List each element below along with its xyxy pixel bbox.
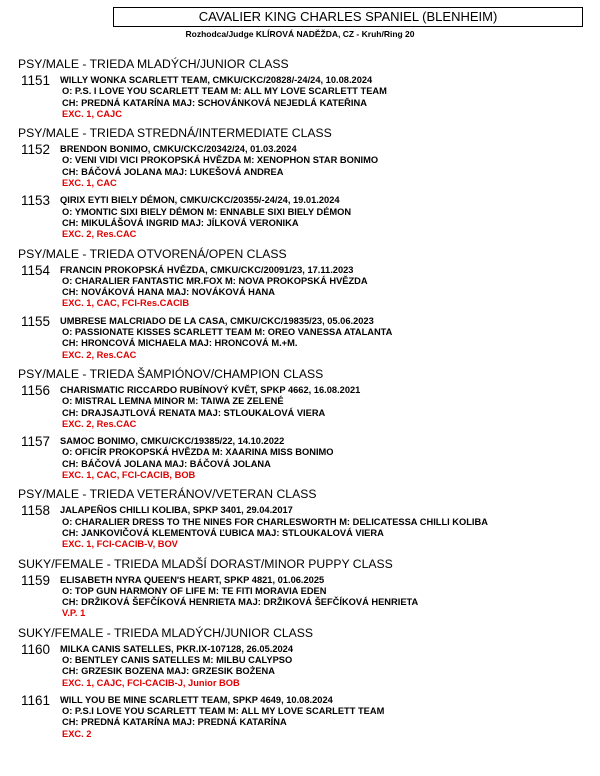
result-line: V.P. 1: [62, 608, 86, 619]
breeder-owner-line: CH: NOVÁKOVÁ HANA MAJ: NOVÁKOVÁ HANA: [62, 287, 275, 298]
result-line: EXC. 2, Res.CAC: [62, 229, 137, 240]
breed-title: CAVALIER KING CHARLES SPANIEL (BLENHEIM): [113, 7, 583, 27]
breeder-owner-line: CH: JANKOVIČOVÁ KLEMENTOVÁ ĽUBICA MAJ: STLOUKALOVÁ VIERA: [62, 527, 384, 538]
class-heading: PSY/MALE - TRIEDA OTVORENÁ/OPEN CLASS: [18, 246, 287, 261]
dog-name-line: UMBRESE MALCRIADO DE LA CASA, CMKU/CKC/19835/23, 05.06.2023: [60, 315, 374, 326]
breeder-owner-line: CH: MIKULÁŠOVÁ INGRID MAJ: JÍLKOVÁ VERONIKA: [62, 217, 299, 228]
dog-entry: [0, 641, 600, 689]
breeder-owner-line: CH: DRAJSAJTLOVÁ RENATA MAJ: STLOUKALOVÁ VIERA: [62, 407, 326, 418]
class-heading: SUKY/FEMALE - TRIEDA MLADŠÍ DORAST/MINOR PUPPY CLASS: [18, 556, 393, 571]
dog-entry: [0, 692, 600, 740]
result-line: EXC. 1, CAC: [62, 178, 117, 189]
result-line: EXC. 2, Res.CAC: [62, 418, 137, 429]
catalog-number: 1154: [21, 262, 51, 278]
dog-name-line: CHARISMATIC RICCARDO RUBÍNOVÝ KVĚT, SPKP 4662, 16.08.2021: [60, 384, 361, 395]
catalog-number: 1161: [21, 692, 51, 708]
dog-name-line: JALAPEÑOS CHILLI KOLIBA, SPKP 3401, 29.04.2017: [60, 505, 293, 516]
judge-ring-line: Rozhodca/Judge KLÍROVÁ NADĚŽDA, CZ - Kruh/Ring 20: [185, 29, 415, 39]
parents-line: O: VENI VIDI VICI PROKOPSKÁ HVĚZDA M: XENOPHON STAR BONIMO: [62, 155, 379, 166]
parents-line: O: CHARALIER DRESS TO THE NINES FOR CHARLESWORTH M: DELICATESSA CHILLI KOLIBA: [62, 516, 488, 527]
dog-entry: [0, 195, 600, 240]
catalog-number: 1152: [21, 142, 51, 158]
breeder-owner-line: CH: HRONCOVÁ MICHAELA MAJ: HRONCOVÁ M.+M.: [62, 338, 298, 349]
catalog-number: 1151: [21, 73, 51, 88]
dog-entry: [0, 436, 600, 481]
catalog-number: 1159: [21, 572, 51, 588]
class-heading: PSY/MALE - TRIEDA VETERÁNOV/VETERAN CLASS: [18, 487, 317, 502]
breeder-owner-line: CH: DRŽIKOVÁ ŠEFČÍKOVÁ HENRIETA MAJ: DRŽIKOVÁ ŠEFČÍKOVÁ HENRIETA: [62, 597, 419, 608]
parents-line: O: OFICÍR PROKOPSKÁ HVĚZDA M: XAARINA MISS BONIMO: [62, 447, 334, 458]
catalog-number: 1160: [21, 641, 51, 657]
dog-entry: [0, 572, 600, 620]
catalog-number: 1157: [21, 434, 51, 450]
parents-line: O: TOP GUN HARMONY OF LIFE M: TE FITI MORAVIA EDEN: [62, 585, 327, 596]
breeder-owner-line: CH: PREDNÁ KATARÍNA MAJ: PREDNÁ KATARÍNA: [62, 717, 287, 728]
dog-name-line: FRANCIN PROKOPSKÁ HVĚZDA, CMKU/CKC/20091/23, 17.11.2023: [60, 264, 354, 275]
class-heading: SUKY/FEMALE - TRIEDA MLADÝCH/JUNIOR CLASS: [18, 625, 314, 640]
result-line: EXC. 1, CAJC: [62, 108, 122, 119]
class-heading: PSY/MALE - TRIEDA ŠAMPIÓNOV/CHAMPION CLASS: [18, 366, 324, 381]
dog-entry: [0, 144, 600, 189]
parents-line: O: MISTRAL LEMNA MINOR M: TAIWA ZE ZELENÉ: [62, 396, 284, 407]
dog-name-line: SAMOC BONIMO, CMKU/CKC/19385/22, 14.10.2022: [60, 436, 285, 447]
class-heading: PSY/MALE - TRIEDA MLADÝCH/JUNIOR CLASS: [18, 57, 289, 71]
parents-line: O: BENTLEY CANIS SATELLES M: MILBU CALYPSO: [62, 654, 293, 665]
parents-line: O: P.S. I LOVE YOU SCARLETT TEAM M: ALL MY LOVE SCARLETT TEAM: [62, 86, 387, 97]
result-line: EXC. 2: [62, 728, 92, 739]
class-heading: PSY/MALE - TRIEDA STREDNÁ/INTERMEDIATE CLASS: [18, 126, 332, 141]
class-sections: [0, 57, 600, 746]
dog-name-line: QIRIX EYTI BIELY DÉMON, CMKU/CKC/20355/-24/24, 19.01.2024: [60, 195, 340, 206]
catalog-number: 1156: [21, 382, 51, 398]
catalog-number: 1153: [21, 193, 51, 209]
dog-entry: [0, 262, 600, 310]
parents-line: O: CHARALIER FANTASTIC MR.FOX M: NOVA PROKOPSKÁ HVĚZDA: [62, 275, 368, 286]
dog-name-line: BRENDON BONIMO, CMKU/CKC/20342/24, 01.03.2024: [60, 144, 297, 155]
dog-entry: [0, 382, 600, 430]
result-line: EXC. 1, CAC, FCI-Res.CACIB: [62, 298, 190, 309]
dog-entry: [0, 313, 600, 361]
result-line: EXC. 2, Res.CAC: [62, 349, 137, 360]
breeder-owner-line: CH: GRZESIK BOZENA MAJ: GRZESIK BOŻENA: [62, 666, 275, 677]
catalog-number: 1155: [21, 313, 51, 329]
parents-line: O: P.S.I LOVE YOU SCARLETT TEAM M: ALL MY LOVE SCARLETT TEAM: [62, 706, 385, 717]
breeder-owner-line: CH: BÁČOVÁ JOLANA MAJ: BÁČOVÁ JOLANA: [62, 458, 271, 469]
catalog-number: 1158: [21, 503, 51, 519]
dog-name-line: WILL YOU BE MINE SCARLETT TEAM, SPKP 4649, 10.08.2024: [60, 694, 333, 705]
dog-name-line: MILKA CANIS SATELLES, PKR.IX-107128, 26.05.2024: [60, 643, 294, 654]
result-line: EXC. 1, CAJC, FCI-CACIB-J, Junior BOB: [62, 677, 240, 688]
result-line: EXC. 1, CAC, FCI-CACIB, BOB: [62, 470, 196, 481]
parents-line: O: PASSIONATE KISSES SCARLETT TEAM M: OREO VANESSA ATALANTA: [62, 327, 393, 338]
dog-name-line: WILLY WONKA SCARLETT TEAM, CMKU/CKC/20828/-24/24, 10.08.2024: [60, 75, 373, 85]
dog-entry: [0, 75, 600, 120]
parents-line: O: YMONTIC SIXI BIELY DÉMON M: ENNABLE SIXI BIELY DÉMON: [62, 206, 352, 217]
breeder-owner-line: CH: PREDNÁ KATARÍNA MAJ: SCHOVÁNKOVÁ NEJEDLÁ KATEŘINA: [62, 97, 367, 108]
dog-entry: [0, 505, 600, 550]
result-line: EXC. 1, FCI-CACIB-V, BOV: [62, 539, 178, 550]
breeder-owner-line: CH: BÁČOVÁ JOLANA MAJ: LUKEŠOVÁ ANDREA: [62, 166, 284, 177]
dog-name-line: ELISABETH NYRA QUEEN'S HEART, SPKP 4821, 01.06.2025: [60, 574, 325, 585]
